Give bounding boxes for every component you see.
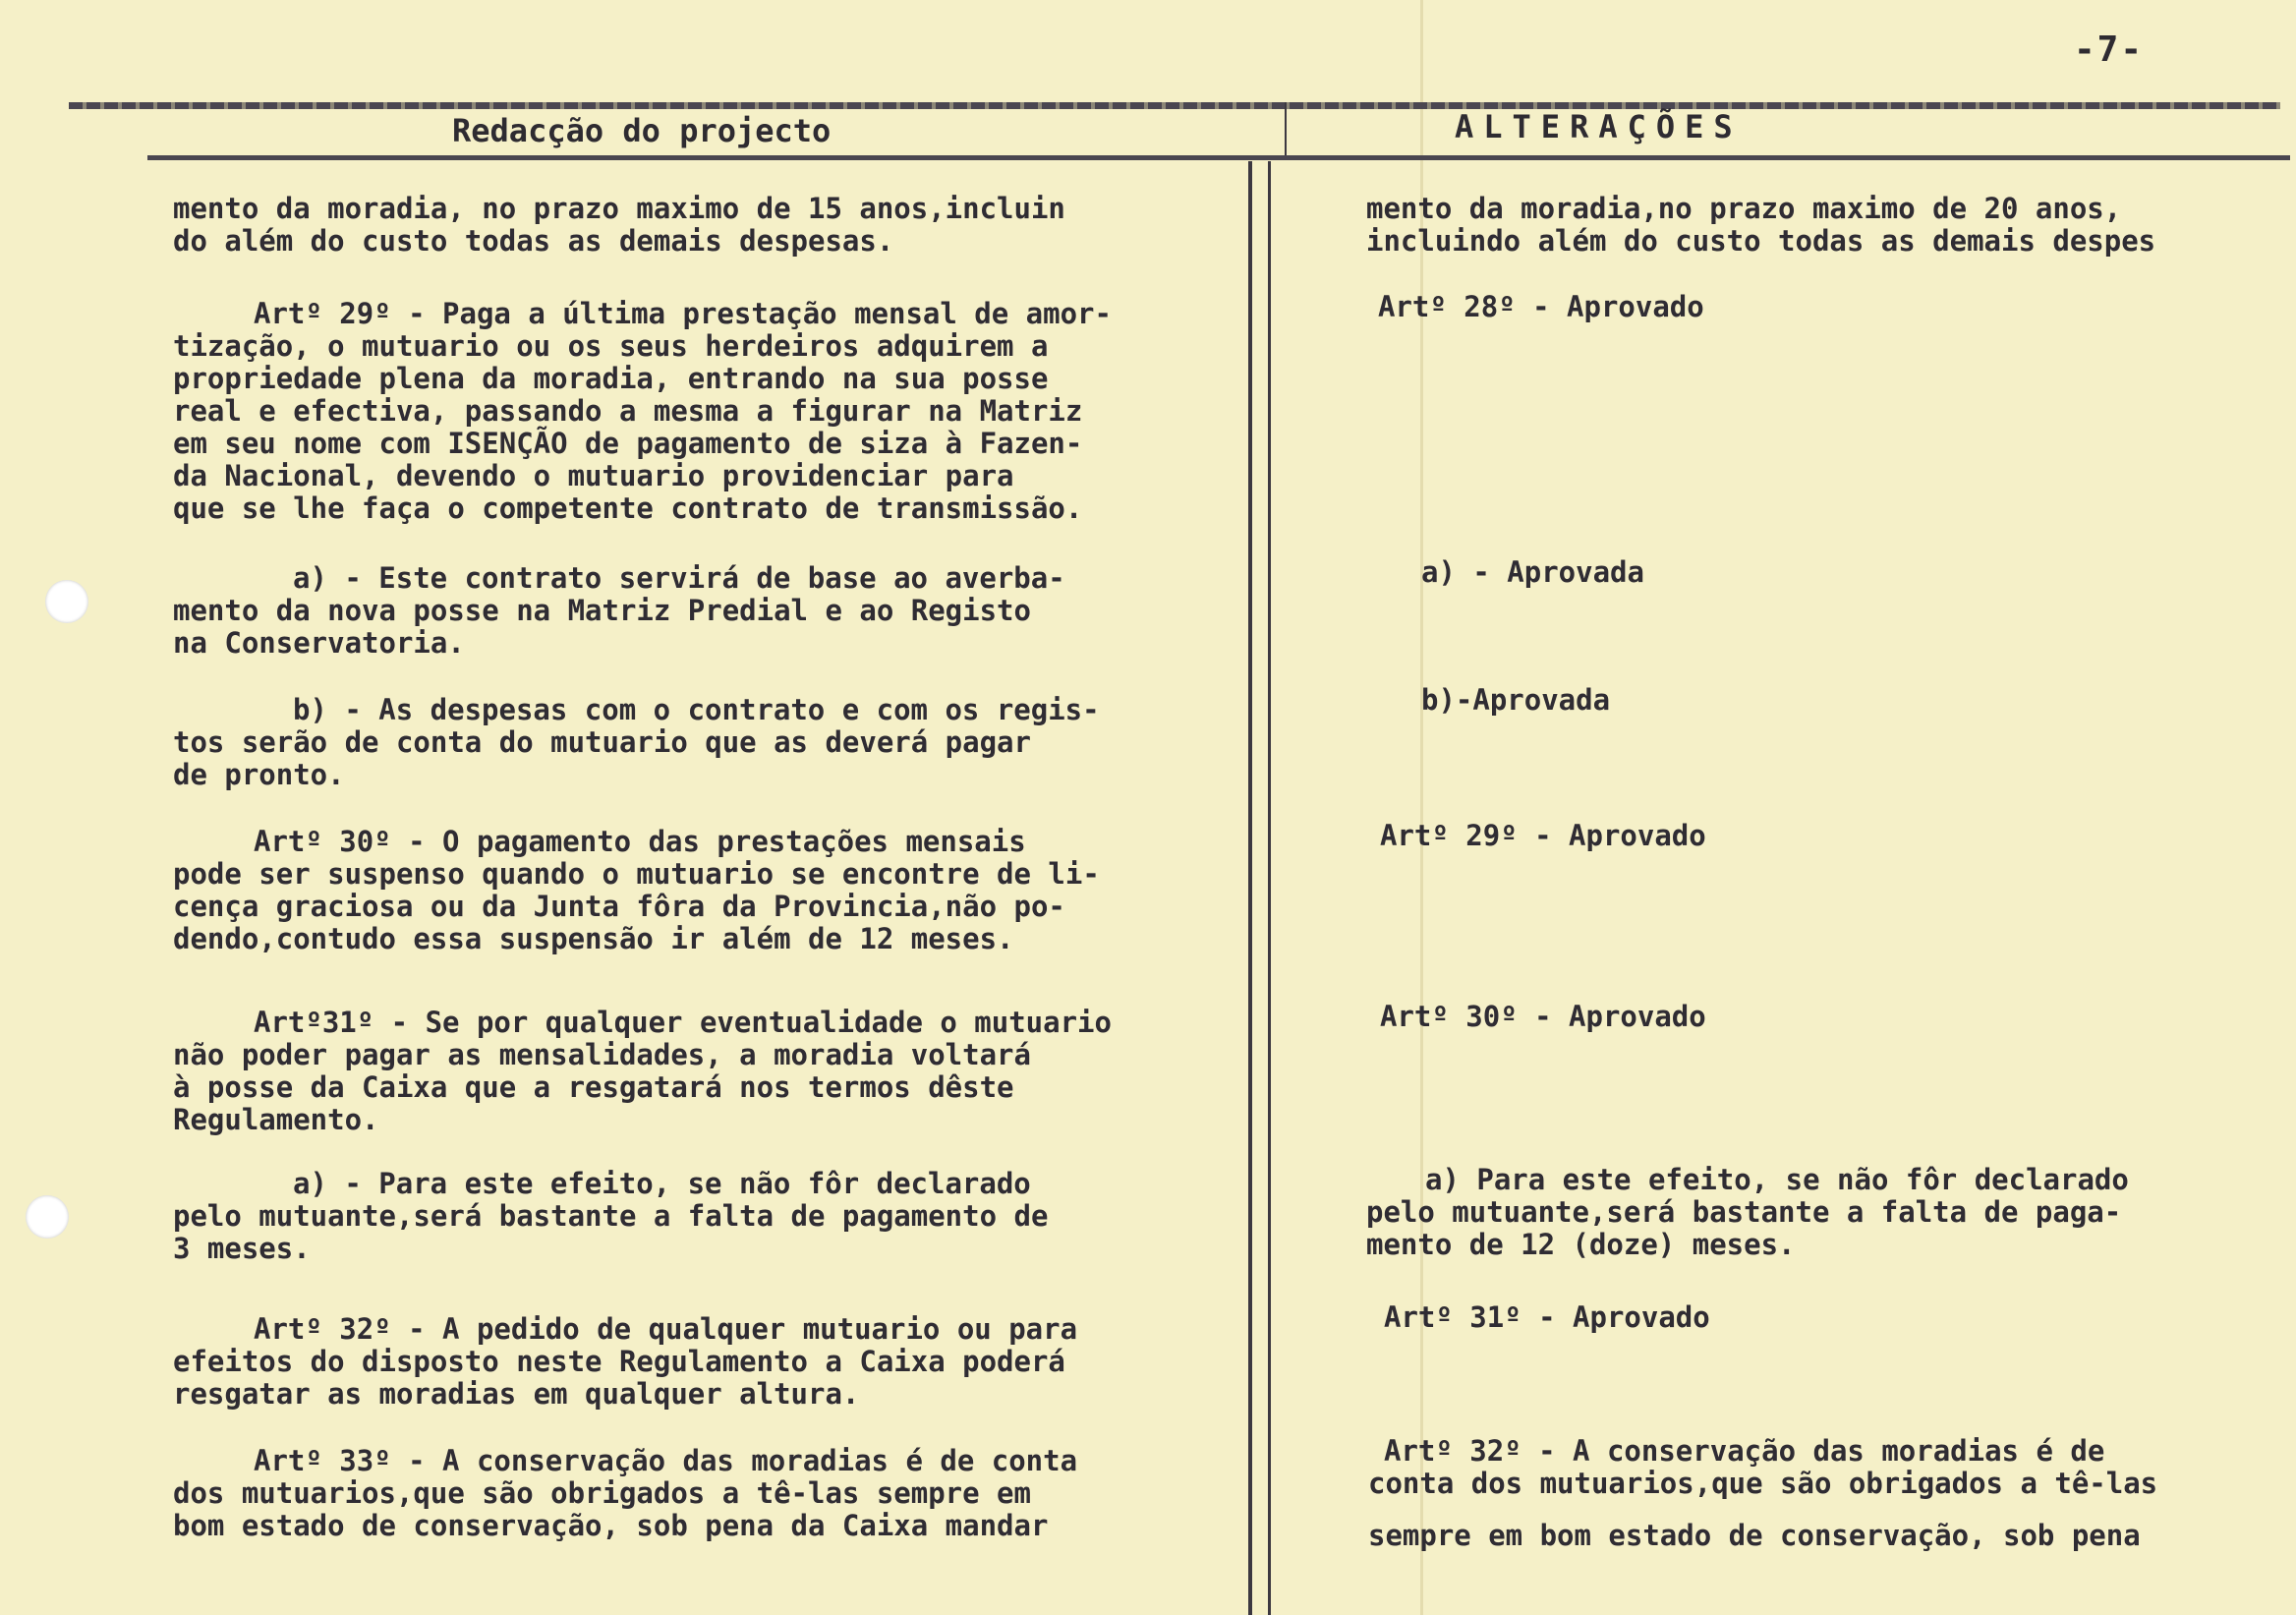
- left-line: tos serão de conta do mutuario que as deverá pagar: [173, 725, 1031, 759]
- left-line: não poder pagar as mensalidades, a moradia voltará: [173, 1038, 1031, 1071]
- header-divider: [1285, 102, 1287, 157]
- left-column-title: Redacção do projecto: [452, 112, 832, 149]
- left-line: da Nacional, devendo o mutuario providenciar para: [173, 459, 1014, 492]
- right-line: incluindo além do custo todas as demais despes: [1366, 224, 2156, 258]
- article-29-item-a: a) - Este contrato servirá de base ao averba-: [293, 561, 1065, 595]
- left-line: pelo mutuante,será bastante a falta de pagamento de: [173, 1199, 1049, 1233]
- column-divider-left: [1248, 161, 1252, 1615]
- article-30-text: Artº 30º - O pagamento das prestações mensais: [254, 825, 1026, 858]
- right-line: mento de 12 (doze) meses.: [1366, 1228, 1796, 1261]
- right-line: mento da moradia,no prazo maximo de 20 anos,: [1366, 192, 2122, 225]
- amendment-art-29: Artº 29º - Aprovado: [1380, 819, 1706, 852]
- article-31-item-a: a) - Para este efeito, se não fôr declarado: [293, 1167, 1031, 1200]
- amendment-art-32: Artº 32º - A conservação das moradias é de: [1384, 1434, 2105, 1468]
- column-divider-right: [1268, 161, 1271, 1615]
- left-line: 3 meses.: [173, 1232, 311, 1265]
- left-line: à posse da Caixa que a resgatará nos termos dêste: [173, 1070, 1014, 1104]
- article-29-text: Artº 29º - Paga a última prestação mensal de amor-: [254, 297, 1112, 330]
- left-line: pode ser suspenso quando o mutuario se encontre de li-: [173, 857, 1100, 891]
- header-bottom-rule: [147, 155, 2290, 160]
- left-line: dendo,contudo essa suspensão ir além de 12 meses.: [173, 922, 1014, 955]
- left-line: tização, o mutuario ou os seus herdeiros adquirem a: [173, 329, 1049, 363]
- left-line: cença graciosa ou da Junta fôra da Provincia,não po-: [173, 890, 1065, 923]
- left-line: que se lhe faça o competente contrato de transmissão.: [173, 491, 1083, 525]
- left-line: efeitos do disposto neste Regulamento a Caixa poderá: [173, 1345, 1065, 1378]
- left-line: bom estado de conservação, sob pena da Caixa mandar: [173, 1509, 1049, 1542]
- article-32-text: Artº 32º - A pedido de qualquer mutuario ou para: [254, 1312, 1078, 1346]
- article-33-text: Artº 33º - A conservação das moradias é de conta: [254, 1444, 1078, 1477]
- punch-hole-bottom: [26, 1195, 69, 1239]
- right-column-title: ALTERAÇÕES: [1455, 108, 1743, 145]
- page-number: -7-: [2074, 29, 2145, 70]
- left-line: na Conservatoria.: [173, 626, 465, 660]
- left-line: real e efectiva, passando a mesma a figurar na Matriz: [173, 394, 1083, 428]
- amendment-art-31: Artº 31º - Aprovado: [1384, 1300, 1710, 1334]
- left-line: de pronto.: [173, 758, 345, 791]
- amendment-art-28: Artº 28º - Aprovado: [1378, 290, 1704, 323]
- right-line: sempre em bom estado de conservação, sob pena: [1368, 1519, 2141, 1552]
- header-top-rule: [69, 102, 2280, 109]
- left-line: em seu nome com ISENÇÃO de pagamento de siza à Fazen-: [173, 427, 1083, 460]
- amendment-art-30: Artº 30º - Aprovado: [1380, 1000, 1706, 1033]
- article-29-item-b: b) - As despesas com o contrato e com os regis-: [293, 693, 1100, 726]
- left-line: propriedade plena da moradia, entrando na sua posse: [173, 362, 1049, 395]
- article-31-text: Artº31º - Se por qualquer eventualidade o mutuario: [254, 1006, 1112, 1039]
- left-line: dos mutuarios,que são obrigados a tê-las sempre em: [173, 1476, 1031, 1510]
- punch-hole-top: [45, 580, 88, 623]
- amendment-item-a: a) - Aprovada: [1421, 555, 1644, 589]
- right-line: pelo mutuante,será bastante a falta de paga-: [1366, 1195, 2122, 1229]
- amendment-item-a-2: a) Para este efeito, se não fôr declarado: [1425, 1163, 2129, 1196]
- left-line: do além do custo todas as demais despesas.: [173, 224, 894, 258]
- amendment-item-b: b)-Aprovada: [1421, 683, 1611, 717]
- left-line: Regulamento.: [173, 1103, 379, 1136]
- right-line: conta dos mutuarios,que são obrigados a tê-las: [1368, 1467, 2158, 1500]
- left-line: mento da moradia, no prazo maximo de 15 anos,incluin: [173, 192, 1065, 225]
- left-line: mento da nova posse na Matriz Predial e ao Registo: [173, 594, 1031, 627]
- left-line: resgatar as moradias em qualquer altura.: [173, 1377, 860, 1411]
